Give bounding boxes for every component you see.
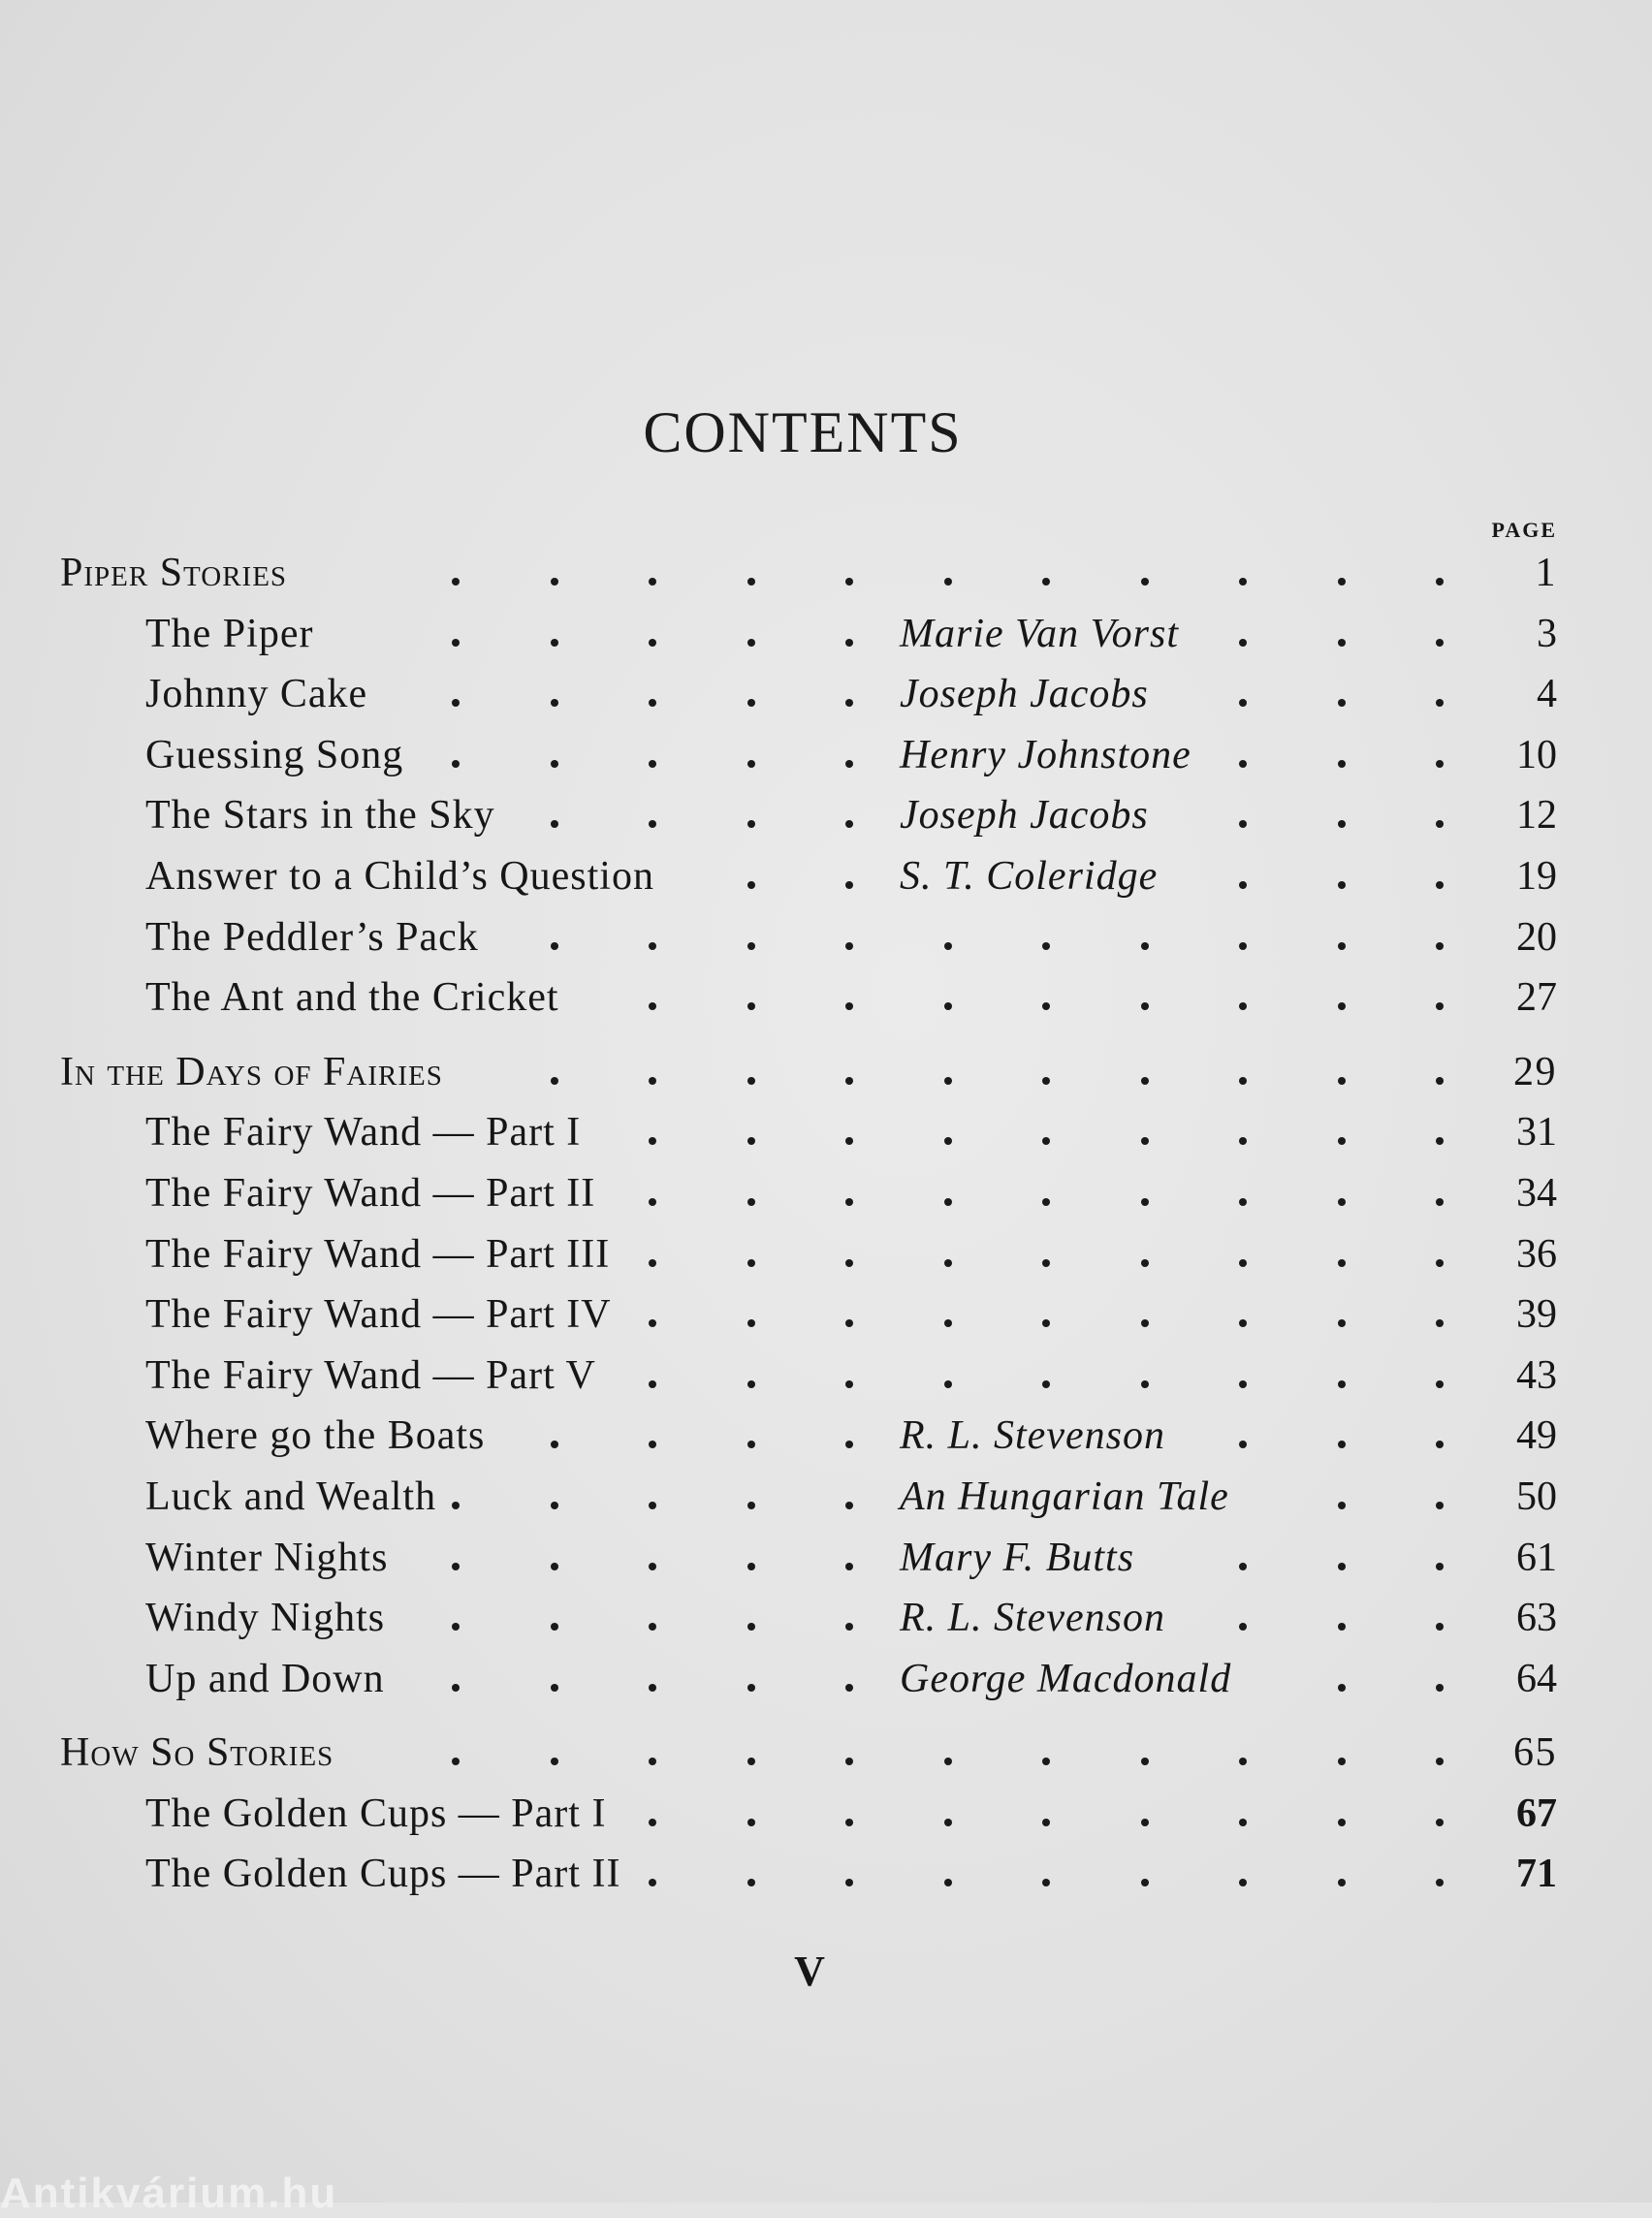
entry-title: The Fairy Wand — Part III <box>145 1231 611 1277</box>
leader-dot <box>452 578 460 586</box>
leader-dot <box>1436 1259 1444 1267</box>
leader-dot <box>1338 820 1346 828</box>
toc-section-row <box>0 1042 1652 1103</box>
leader-dot <box>845 942 853 950</box>
leader-dot <box>1239 1198 1247 1206</box>
leader-dot <box>1042 1819 1050 1826</box>
leader-dot <box>845 1137 853 1145</box>
toc-entry-row <box>0 604 1652 665</box>
leader-dot <box>944 1819 952 1826</box>
leader-dot <box>944 1319 952 1327</box>
leader-dot <box>1436 1137 1444 1145</box>
leader-dot <box>1338 881 1346 889</box>
leader-dot <box>649 1819 656 1826</box>
leader-dot <box>649 1502 656 1509</box>
entry-author: Joseph Jacobs <box>900 672 1149 717</box>
leader-dot <box>1042 1879 1050 1886</box>
entry-title: The Fairy Wand — Part IV <box>145 1292 612 1338</box>
entry-author: An Hungarian Tale <box>900 1473 1229 1519</box>
leader-dot <box>1239 1002 1247 1010</box>
leader-dot <box>1338 578 1346 586</box>
leader-dot <box>649 1879 656 1886</box>
entry-page-number: 10 <box>1516 732 1557 777</box>
page-folio: V <box>794 1948 825 1995</box>
leader-dot <box>1042 1319 1050 1327</box>
toc-entry-row <box>0 1844 1652 1905</box>
leader-dot <box>1436 578 1444 586</box>
leader-dot <box>747 1441 755 1448</box>
leader-dot <box>1141 1758 1149 1765</box>
leader-dot <box>1338 1319 1346 1327</box>
leader-dot <box>1338 1623 1346 1631</box>
leader-dot <box>1338 639 1346 647</box>
leader-dot <box>1436 1684 1444 1692</box>
leader-dot <box>1239 1758 1247 1765</box>
leader-dot <box>1239 1319 1247 1327</box>
entry-title: The Golden Cups — Part I <box>145 1790 607 1836</box>
leader-dot <box>1338 1684 1346 1692</box>
leader-dot <box>747 1002 755 1010</box>
leader-dot <box>1338 1259 1346 1267</box>
leader-dot <box>649 1684 656 1692</box>
entry-page-number: 61 <box>1516 1535 1557 1580</box>
toc-section-row <box>0 1723 1652 1784</box>
leader-dot <box>845 820 853 828</box>
entry-title: Answer to a Child’s Question <box>145 853 654 899</box>
toc-entry-row <box>0 907 1652 968</box>
leader-dot <box>1141 1137 1149 1145</box>
leader-dot <box>1436 1563 1444 1570</box>
leader-dot <box>1141 1077 1149 1085</box>
leader-dot <box>452 1563 460 1570</box>
entry-title: Windy Nights <box>145 1596 386 1641</box>
leader-dot <box>845 1002 853 1010</box>
leader-dot <box>944 1198 952 1206</box>
entry-title: The Piper <box>145 611 314 656</box>
section-title: Piper Stories <box>60 551 288 595</box>
leader-dot <box>1141 1259 1149 1267</box>
leader-dot <box>1436 760 1444 768</box>
leader-dot <box>1141 1879 1149 1886</box>
leader-dot <box>1338 1441 1346 1448</box>
leader-dot <box>845 1198 853 1206</box>
leader-dot <box>1042 1002 1050 1010</box>
leader-dot <box>452 760 460 768</box>
leader-dot <box>845 1563 853 1570</box>
leader-dot <box>747 1137 755 1145</box>
leader-dot <box>747 1684 755 1692</box>
leader-dot <box>551 1623 558 1631</box>
leader-dot <box>1141 942 1149 950</box>
toc-entry-row <box>0 967 1652 1029</box>
leader-dot <box>845 1319 853 1327</box>
leader-dot <box>551 1563 558 1570</box>
leader-dot <box>747 1077 755 1085</box>
leader-dot <box>845 881 853 889</box>
leader-dot <box>1239 1077 1247 1085</box>
leader-dot <box>452 639 460 647</box>
leader-dot <box>747 1623 755 1631</box>
leader-dot <box>747 942 755 950</box>
leader-dot <box>1338 699 1346 707</box>
leader-dot <box>1338 1137 1346 1145</box>
leader-dot <box>944 1137 952 1145</box>
leader-dot <box>747 1198 755 1206</box>
leader-dot <box>747 1380 755 1388</box>
entry-title: Winter Nights <box>145 1535 389 1580</box>
leader-dot <box>747 1259 755 1267</box>
entry-page-number: 64 <box>1516 1656 1557 1701</box>
leader-dot <box>944 1259 952 1267</box>
leader-dot <box>845 1623 853 1631</box>
toc-entry-row <box>0 1588 1652 1649</box>
leader-dot <box>845 760 853 768</box>
toc-entry-row <box>0 1528 1652 1589</box>
section-title: How So Stories <box>60 1730 334 1776</box>
leader-dot <box>1338 1502 1346 1509</box>
toc-entry-row <box>0 846 1652 907</box>
leader-dot <box>1338 760 1346 768</box>
entry-page-number: 71 <box>1516 1852 1557 1897</box>
leader-dot <box>649 1077 656 1085</box>
leader-dot <box>1239 1819 1247 1826</box>
leader-dot <box>649 1563 656 1570</box>
leader-dot <box>1338 1879 1346 1886</box>
leader-dot <box>845 639 853 647</box>
leader-dot <box>944 1380 952 1388</box>
leader-dot <box>747 820 755 828</box>
leader-dot <box>1141 1319 1149 1327</box>
leader-dot <box>649 639 656 647</box>
leader-dot <box>649 1380 656 1388</box>
entry-title: Where go the Boats <box>145 1413 486 1459</box>
leader-dot <box>845 1502 853 1509</box>
leader-dot <box>1436 1198 1444 1206</box>
toc-entry-row <box>0 664 1652 725</box>
leader-dot <box>452 699 460 707</box>
entry-page-number: 31 <box>1516 1110 1557 1156</box>
leader-dot <box>845 1259 853 1267</box>
entry-title: The Golden Cups — Part II <box>145 1852 621 1897</box>
entry-page-number: 50 <box>1516 1473 1557 1519</box>
leader-dot <box>649 1198 656 1206</box>
leader-dot <box>551 942 558 950</box>
entry-title: The Fairy Wand — Part II <box>145 1170 596 1216</box>
dot-leader <box>388 907 1497 968</box>
leader-dot <box>845 1879 853 1886</box>
entry-title: The Fairy Wand — Part I <box>145 1110 582 1156</box>
leader-dot <box>1436 942 1444 950</box>
leader-dot <box>1436 1819 1444 1826</box>
toc-entry-row <box>0 1649 1652 1710</box>
entry-author: Henry Johnstone <box>900 732 1191 777</box>
leader-dot <box>1436 1077 1444 1085</box>
leader-dot <box>1436 1319 1444 1327</box>
leader-dot <box>1239 1259 1247 1267</box>
leader-dot <box>1239 1623 1247 1631</box>
leader-dot <box>1141 1819 1149 1826</box>
leader-dot <box>551 760 558 768</box>
dot-leader <box>388 543 1497 604</box>
entry-title: The Ant and the Cricket <box>145 975 559 1021</box>
leader-dot <box>551 699 558 707</box>
leader-dot <box>747 1563 755 1570</box>
leader-dot <box>1239 1380 1247 1388</box>
leader-dot <box>1436 1879 1444 1886</box>
leader-dot <box>452 1758 460 1765</box>
leader-dot <box>1239 699 1247 707</box>
entry-page-number: 20 <box>1516 914 1557 960</box>
entry-page-number: 12 <box>1516 793 1557 839</box>
leader-dot <box>551 820 558 828</box>
leader-dot <box>1042 1198 1050 1206</box>
entry-title: Guessing Song <box>145 732 404 777</box>
leader-dot <box>944 1758 952 1765</box>
leader-dot <box>1436 1441 1444 1448</box>
table-of-contents <box>0 543 1652 1905</box>
leader-dot <box>551 1758 558 1765</box>
leader-dot <box>649 1137 656 1145</box>
leader-dot <box>1141 578 1149 586</box>
entry-page-number: 34 <box>1516 1170 1557 1216</box>
toc-entry-row <box>0 1467 1652 1528</box>
leader-dot <box>747 1319 755 1327</box>
leader-dot <box>1141 1380 1149 1388</box>
leader-dot <box>1042 1137 1050 1145</box>
entry-title: The Peddler’s Pack <box>145 914 479 960</box>
toc-entry-row <box>0 1406 1652 1467</box>
leader-dot <box>1436 1758 1444 1765</box>
leader-dot <box>1436 1623 1444 1631</box>
leader-dot <box>1239 639 1247 647</box>
leader-dot <box>452 1684 460 1692</box>
leader-dot <box>747 1819 755 1826</box>
leader-dot <box>551 1077 558 1085</box>
leader-dot <box>1338 1002 1346 1010</box>
leader-dot <box>551 639 558 647</box>
toc-entry-row <box>0 1163 1652 1224</box>
leader-dot <box>845 578 853 586</box>
entry-page-number: 19 <box>1516 853 1557 899</box>
leader-dot <box>649 942 656 950</box>
leader-dot <box>551 1441 558 1448</box>
entry-author: Mary F. Butts <box>900 1535 1135 1580</box>
entry-title: Luck and Wealth <box>145 1473 437 1519</box>
leader-dot <box>551 1502 558 1509</box>
entry-page-number: 63 <box>1516 1596 1557 1641</box>
leader-dot <box>649 699 656 707</box>
entry-page-number: 43 <box>1516 1352 1557 1398</box>
entry-author: George Macdonald <box>900 1656 1232 1701</box>
entry-author: R. L. Stevenson <box>900 1596 1165 1641</box>
leader-dot <box>452 1502 460 1509</box>
entry-author: S. T. Coleridge <box>900 853 1159 899</box>
leader-dot <box>1239 1137 1247 1145</box>
leader-dot <box>1042 942 1050 950</box>
leader-dot <box>944 942 952 950</box>
leader-dot <box>1042 578 1050 586</box>
entry-title: Johnny Cake <box>145 672 368 717</box>
leader-dot <box>1239 1563 1247 1570</box>
entry-page-number: 39 <box>1516 1292 1557 1338</box>
leader-dot <box>1042 1259 1050 1267</box>
leader-dot <box>1042 1758 1050 1765</box>
entry-page-number: 29 <box>1513 1049 1557 1094</box>
dot-leader <box>388 1042 1497 1103</box>
entry-title: Up and Down <box>145 1656 385 1701</box>
entry-title: The Stars in the Sky <box>145 793 495 839</box>
leader-dot <box>1338 1198 1346 1206</box>
leader-dot <box>1141 1198 1149 1206</box>
leader-dot <box>649 1002 656 1010</box>
leader-dot <box>1239 1879 1247 1886</box>
leader-dot <box>1239 578 1247 586</box>
leader-dot <box>845 1441 853 1448</box>
leader-dot <box>1338 1563 1346 1570</box>
leader-dot <box>845 1077 853 1085</box>
leader-dot <box>1436 699 1444 707</box>
toc-entry-row <box>0 725 1652 786</box>
leader-dot <box>1338 1380 1346 1388</box>
leader-dot <box>944 1077 952 1085</box>
toc-entry-row <box>0 1102 1652 1163</box>
leader-dot <box>1042 1380 1050 1388</box>
leader-dot <box>649 760 656 768</box>
leader-dot <box>649 578 656 586</box>
leader-dot <box>1436 820 1444 828</box>
leader-dot <box>1436 1502 1444 1509</box>
watermark: Antikvárium.hu <box>0 2170 338 2217</box>
leader-dot <box>944 578 952 586</box>
entry-title: The Fairy Wand — Part V <box>145 1352 596 1398</box>
leader-dot <box>1239 820 1247 828</box>
entry-page-number: 49 <box>1516 1413 1557 1459</box>
entry-author: R. L. Stevenson <box>900 1413 1165 1459</box>
dot-leader <box>388 1723 1497 1784</box>
leader-dot <box>747 578 755 586</box>
toc-entry-row <box>0 1224 1652 1285</box>
leader-dot <box>944 1002 952 1010</box>
entry-page-number: 67 <box>1516 1790 1557 1836</box>
leader-dot <box>747 699 755 707</box>
leader-dot <box>1239 942 1247 950</box>
leader-dot <box>1042 1077 1050 1085</box>
leader-dot <box>845 1380 853 1388</box>
leader-dot <box>649 1441 656 1448</box>
leader-dot <box>747 1758 755 1765</box>
leader-dot <box>551 578 558 586</box>
leader-dot <box>845 699 853 707</box>
leader-dot <box>649 820 656 828</box>
entry-page-number: 4 <box>1537 672 1557 717</box>
leader-dot <box>1239 760 1247 768</box>
leader-dot <box>1141 1002 1149 1010</box>
leader-dot <box>649 1623 656 1631</box>
leader-dot <box>1239 881 1247 889</box>
leader-dot <box>649 1259 656 1267</box>
leader-dot <box>1436 1380 1444 1388</box>
entry-author: Marie Van Vorst <box>900 611 1179 656</box>
page-title: CONTENTS <box>643 400 963 464</box>
leader-dot <box>1436 1002 1444 1010</box>
entry-author: Joseph Jacobs <box>900 793 1149 839</box>
leader-dot <box>649 1319 656 1327</box>
leader-dot <box>551 1684 558 1692</box>
entry-page-number: 65 <box>1513 1730 1557 1776</box>
leader-dot <box>747 1879 755 1886</box>
leader-dot <box>747 639 755 647</box>
toc-section-row <box>0 543 1652 604</box>
section-title: In the Days of Fairies <box>60 1049 443 1094</box>
leader-dot <box>1338 942 1346 950</box>
page-column-header: PAGE <box>1491 518 1557 542</box>
entry-page-number: 3 <box>1537 611 1557 656</box>
entry-page-number: 36 <box>1516 1231 1557 1277</box>
leader-dot <box>452 1623 460 1631</box>
leader-dot <box>1436 639 1444 647</box>
entry-page-number: 27 <box>1516 975 1557 1021</box>
leader-dot <box>845 1758 853 1765</box>
toc-entry-row <box>0 1346 1652 1407</box>
leader-dot <box>1239 1441 1247 1448</box>
toc-entry-row <box>0 785 1652 846</box>
toc-entry-row <box>0 1784 1652 1845</box>
leader-dot <box>747 1502 755 1509</box>
leader-dot <box>649 1758 656 1765</box>
toc-entry-row <box>0 1284 1652 1346</box>
leader-dot <box>1338 1758 1346 1765</box>
entry-page-number: 1 <box>1535 551 1557 595</box>
leader-dot <box>1338 1819 1346 1826</box>
leader-dot <box>1436 881 1444 889</box>
leader-dot <box>944 1879 952 1886</box>
leader-dot <box>1338 1077 1346 1085</box>
leader-dot <box>845 1684 853 1692</box>
leader-dot <box>845 1819 853 1826</box>
leader-dot <box>747 881 755 889</box>
leader-dot <box>747 760 755 768</box>
